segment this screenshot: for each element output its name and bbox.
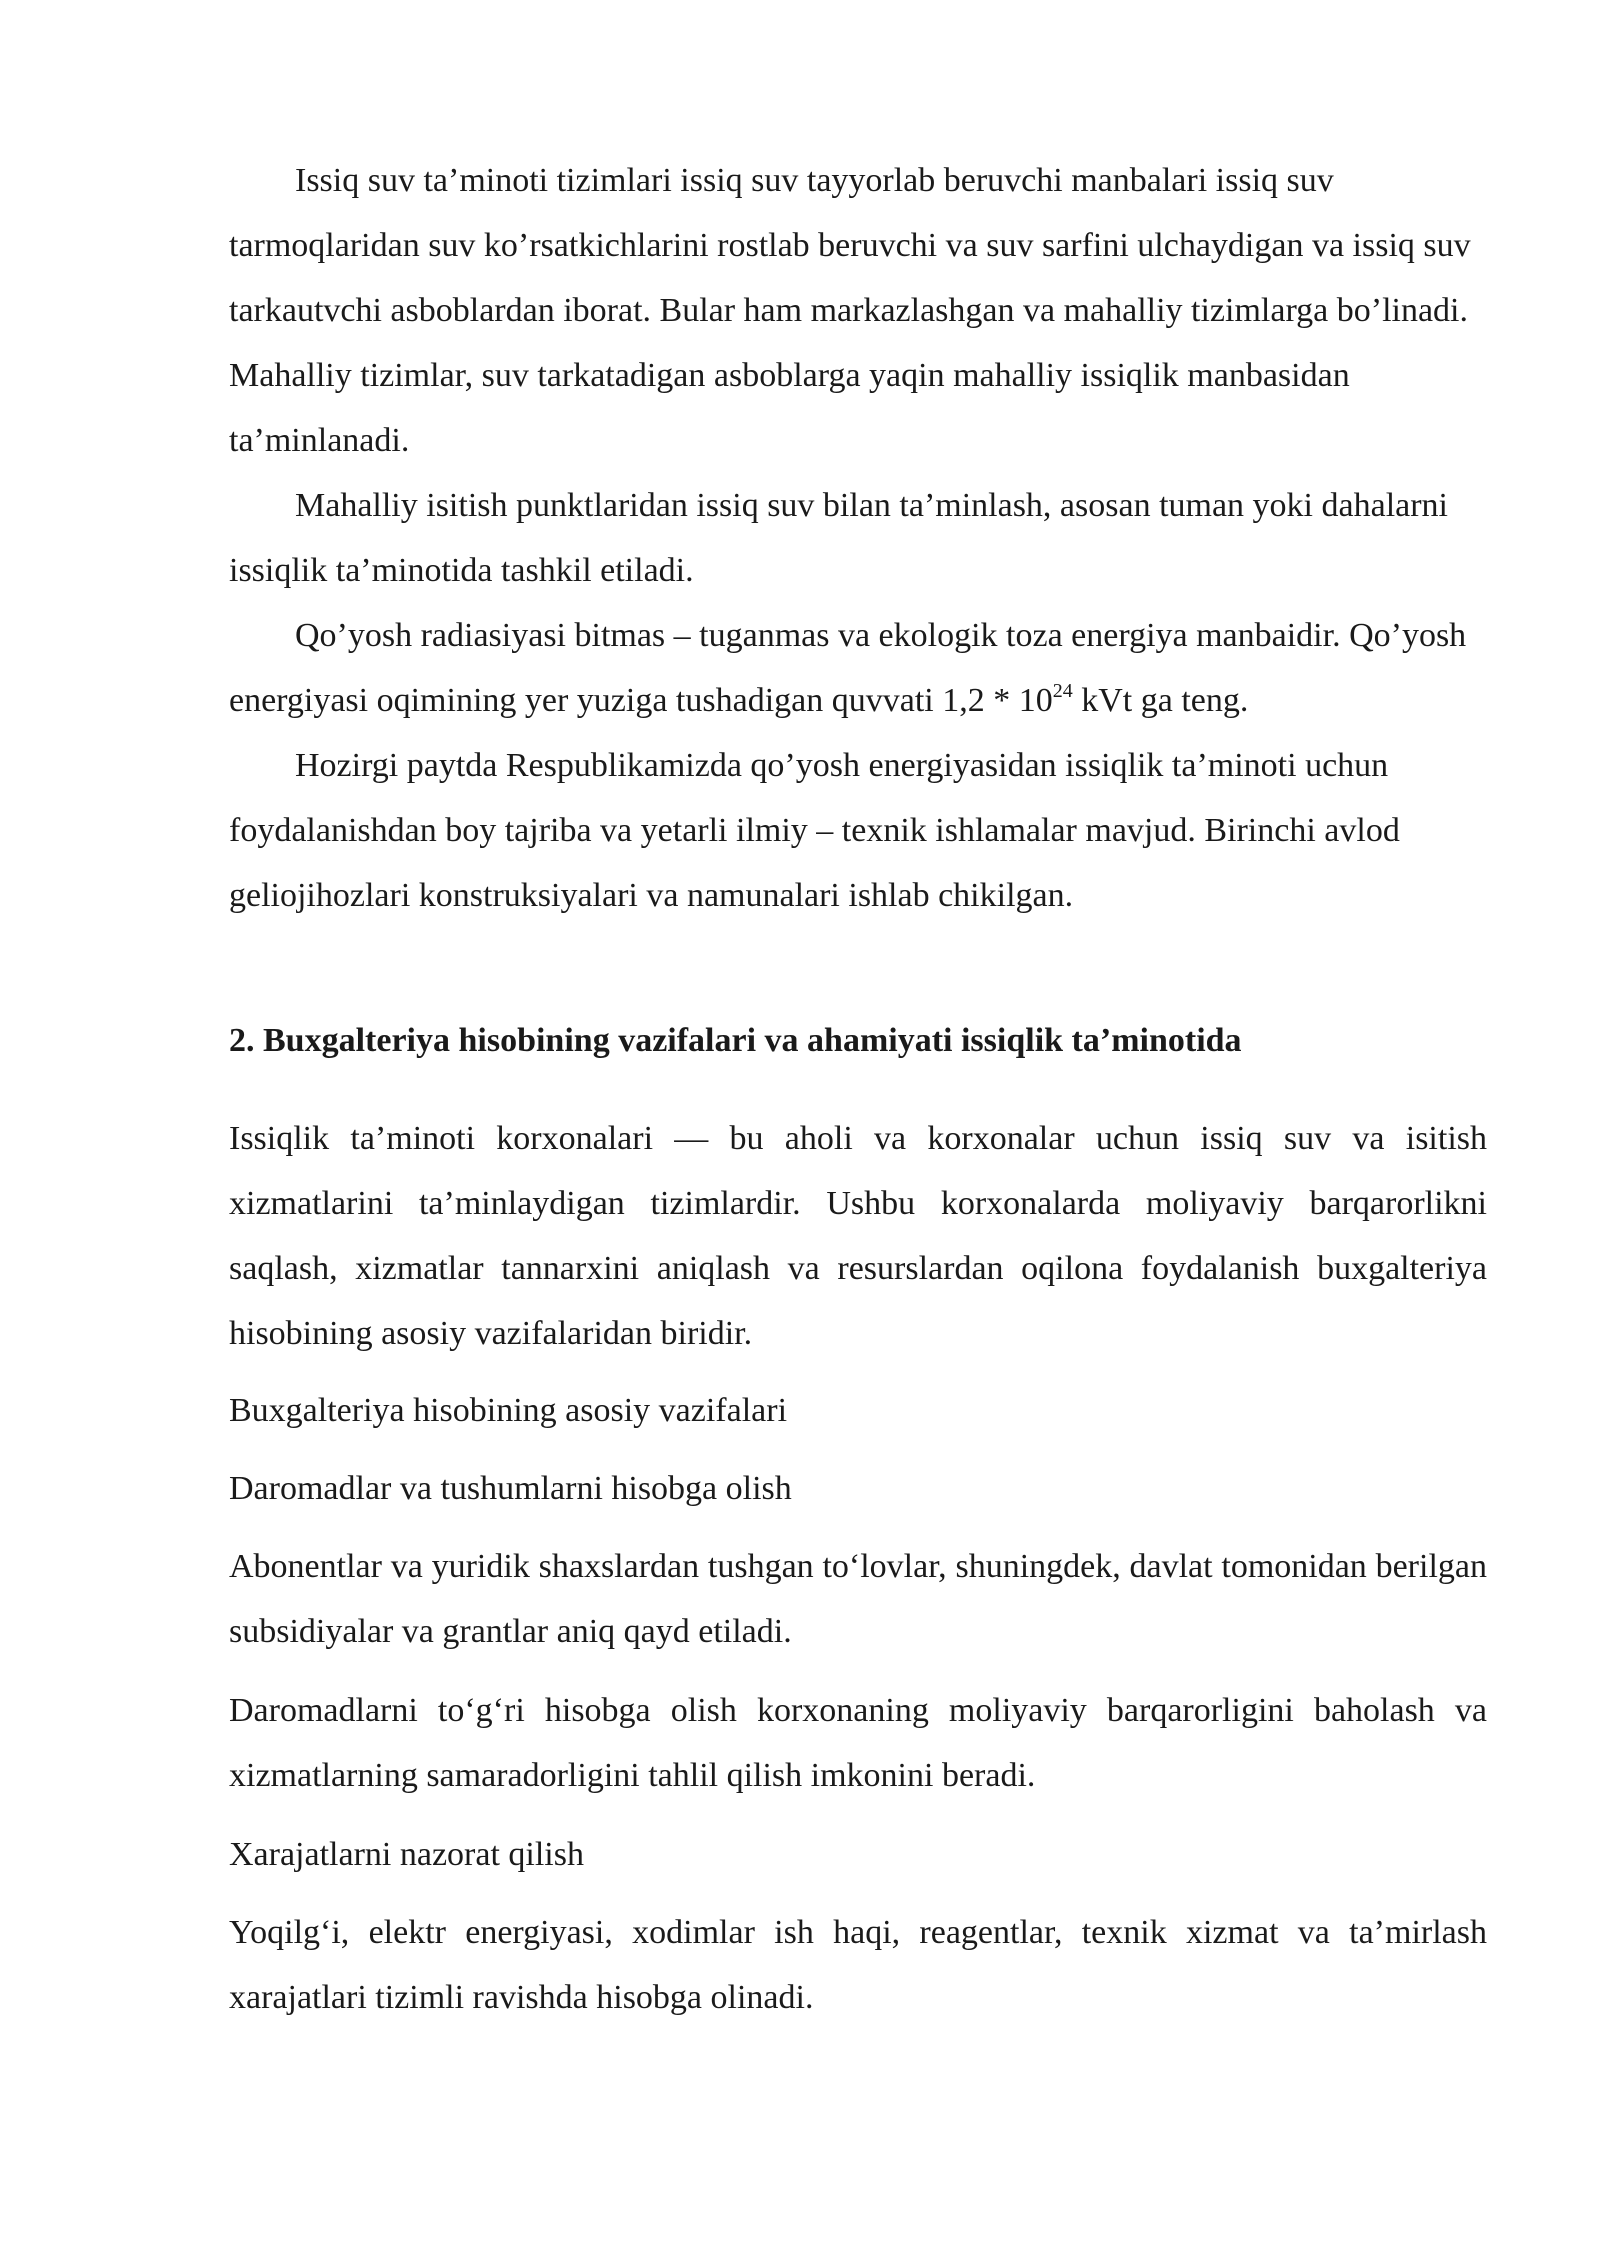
solar-text-before: Qo’yosh radiasiyasi bitmas – tuganmas va ekologik toza energiya manbaidir. Qo’yosh energiyasi oqimining yer yuziga tushadigan quvvati 1,2 * 10 (229, 617, 1467, 719)
section-1 (229, 148, 1487, 928)
paragraph-heating-enterprises: Issiqlik ta’minoti korxonalari — bu aholi va korxonalar uchun issiq suv va isitish xizmatlarini ta’minlaydigan tizimlardir. Ushbu korxonalarda moliyaviy barqarorlikni saqlash, xizmatlar tannarxini aniqlash va resurslardan oqilona foydalanish buxgalteriya hisobining asosiy vazifalaridan biridir. (229, 1120, 1487, 1352)
subheading-income: Daromadlar va tushumlarni hisobga olish (229, 1470, 792, 1507)
section-heading-block (229, 1008, 1487, 1073)
subheading-main-tasks: Buxgalteriya hisobining asosiy vazifalari (229, 1392, 788, 1429)
solar-text-after: kVt ga teng. (1072, 682, 1249, 719)
paragraph-expenses: Yoqilg‘i, elektr energiyasi, xodimlar ish haqi, reagentlar, texnik xizmat va ta’mirlash xarajatlari tizimli ravishda hisobga olinadi. (229, 1914, 1487, 2016)
paragraph-local-heating-points: Mahalliy isitish punktlaridan issiq suv bilan ta’minlash, asosan tuman yoki dahalarni issiqlik ta’minotida tashkil etiladi. (229, 487, 1448, 589)
paragraph-hot-water-systems: Issiq suv ta’minoti tizimlari issiq suv tayyorlab beruvchi manbalari issiq suv tarmoqlaridan suv ko’rsatkichlarini rostlab beruvchi va suv sarfini ulchaydigan va issiq suv tarkautvchi asboblardan iborat. Bular ham markazlashgan va mahalliy tizimlarga bo’linadi. Mahalliy tizimlar, suv tarkatadigan asboblarga yaqin mahalliy issiqlik manbasidan ta’minlanadi. (229, 162, 1471, 459)
paragraph-income-payments: Abonentlar va yuridik shaxslardan tushgan to‘lovlar, shuningdek, davlat tomonidan berilgan subsidiyalar va grantlar aniq qayd etiladi. (229, 1548, 1487, 1650)
subheading-expenses: Xarajatlarni nazorat qilish (229, 1836, 584, 1873)
paragraph-income-accounting: Daromadlarni to‘g‘ri hisobga olish korxonaning moliyaviy barqarorligini baholash va xizmatlarning samaradorligini tahlil qilish imkonini beradi. (229, 1692, 1487, 1794)
expenses-paragraph-block (229, 1900, 1487, 2030)
main-tasks-block (229, 1378, 1487, 1443)
expenses-heading-block (229, 1822, 1487, 1887)
solar-exponent: 24 (1052, 680, 1073, 702)
intro-block (229, 1106, 1487, 1366)
income-heading-block (229, 1456, 1487, 1521)
section-heading: 2. Buxgalteriya hisobining vazifalari va ahamiyati issiqlik ta’minotida (229, 1022, 1242, 1059)
paragraph-solar-radiation (229, 603, 1487, 733)
paragraph-republic-solar-experience: Hozirgi paytda Respublikamizda qo’yosh energiyasidan issiqlik ta’minoti uchun foydalanishdan boy tajriba va yetarli ilmiy – texnik ishlamalar mavjud. Birinchi avlod geliojihozlari konstruksiyalari va namunalari ishlab chikilgan. (229, 747, 1400, 914)
income-paragraph-1-block (229, 1534, 1487, 1664)
income-paragraph-2-block (229, 1678, 1487, 1808)
